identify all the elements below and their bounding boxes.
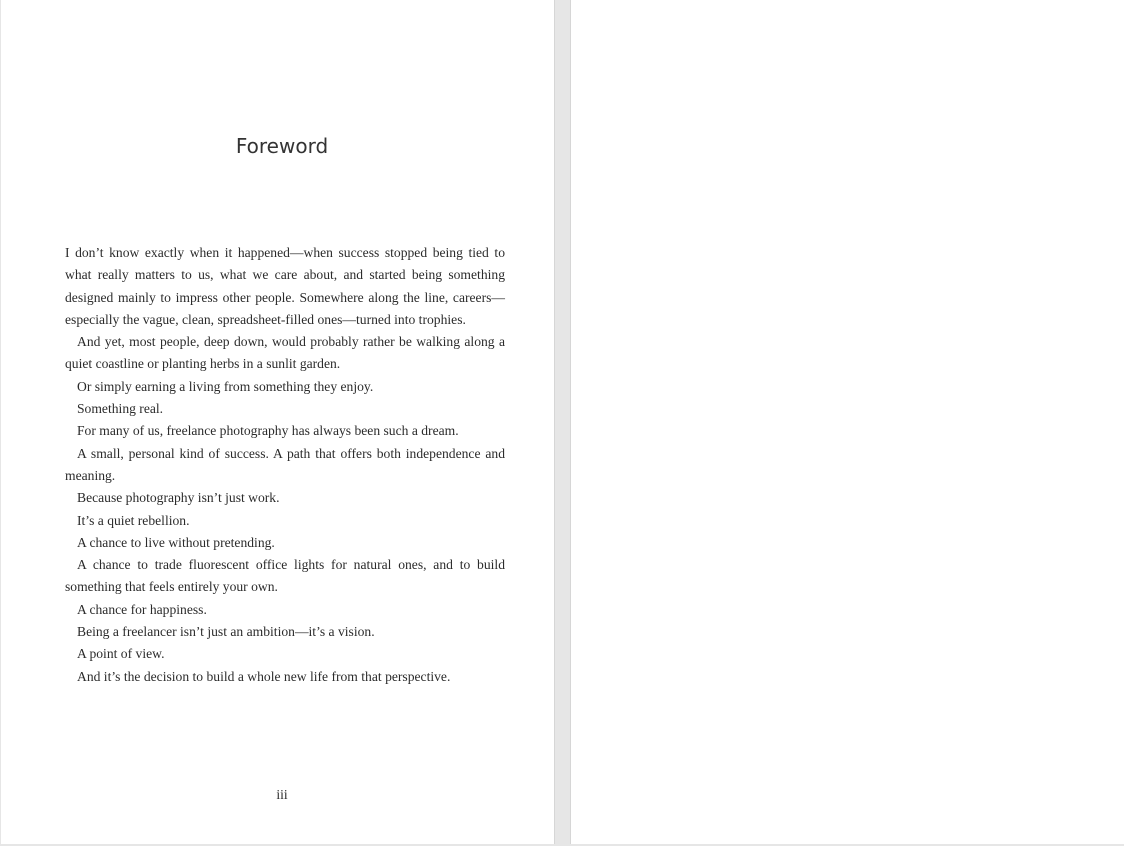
paragraph: Being a freelancer isn’t just an ambition—it’s a vision. — [77, 624, 375, 640]
paragraph: Or simply earning a living from something they enjoy. — [77, 378, 374, 394]
paragraph: A point of view. — [77, 646, 165, 662]
paragraph: I don’t know exactly when it happened—when success stopped being tied to what really matters to us, what we care about, and started being something designed mainly to impress other people. Somewhere along the line, careers—especially the vague, clean, spreadsheet-filled ones—turned into trophies. — [65, 245, 505, 327]
paragraph: A chance for happiness. — [77, 601, 207, 617]
paragraph: And yet, most people, deep down, would probably rather be walking along a quiet coastline or planting herbs in a sunlit garden. — [65, 334, 505, 372]
chapter-title: Foreword — [235, 134, 329, 158]
paragraph: A chance to trade fluorescent office lights for natural ones, and to build something that feels entirely your own. — [65, 557, 505, 595]
paragraph: Because photography isn’t just work. — [77, 490, 280, 506]
left-page — [1, 0, 555, 844]
paragraph: For many of us, freelance photography has always been such a dream. — [77, 423, 459, 439]
paragraph: A chance to live without pretending. — [77, 534, 275, 550]
right-page-blank — [570, 0, 1124, 844]
foreword-body — [65, 242, 505, 688]
paragraph: And it’s the decision to build a whole new life from that perspective. — [77, 668, 451, 684]
paragraph: It’s a quiet rebellion. — [77, 512, 190, 528]
paragraph: Something real. — [77, 401, 164, 417]
paragraph: A small, personal kind of success. A path that offers both independence and meaning. — [65, 445, 505, 483]
page-number: iii — [276, 787, 288, 802]
